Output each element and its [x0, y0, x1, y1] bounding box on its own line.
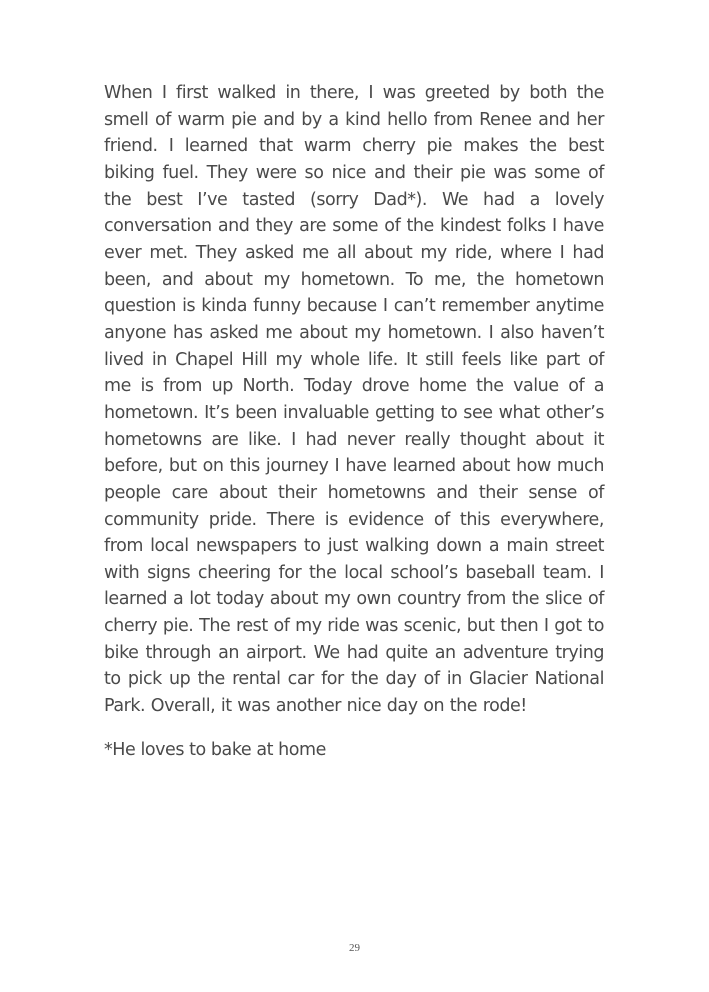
body-text — [104, 80, 604, 763]
body-paragraph: When I first walked in there, I was greeted by both the smell of warm pie and by a kind hello from Renee and her friend. I learned that warm cherry pie makes the best biking fuel. They were so nice and their pie was some of the best I’ve tasted (sorry Dad*). We had a lovely conversation and they are some of the kindest folks I have ever met. They asked me all about my ride, where I had been, and about my hometown. To me, the hometown question is kinda funny because I can’t remember anytime anyone has asked me about my hometown. I also haven’t lived in Chapel Hill my whole life. It still feels like part of me is from up North. Today drove home the value of a hometown. It’s been invaluable getting to see what other’s hometowns are like. I had never really thought about it before, but on this journey I have learned about how much people care about their hometowns and their sense of community pride. There is evidence of this everywhere, from local newspapers to just walking down a main street with signs cheering for the local school’s baseball team. I learned a lot today about my own country from the slice of cherry pie. The rest of my ride was scenic, but then I got to bike through an airport. We had quite an adventure trying to pick up the rental car for the day of in Glacier National Park. Overall, it was another nice day on the rode! — [104, 83, 604, 717]
footnote: *He loves to bake at home — [104, 739, 326, 760]
page-number: 29 — [349, 942, 360, 954]
